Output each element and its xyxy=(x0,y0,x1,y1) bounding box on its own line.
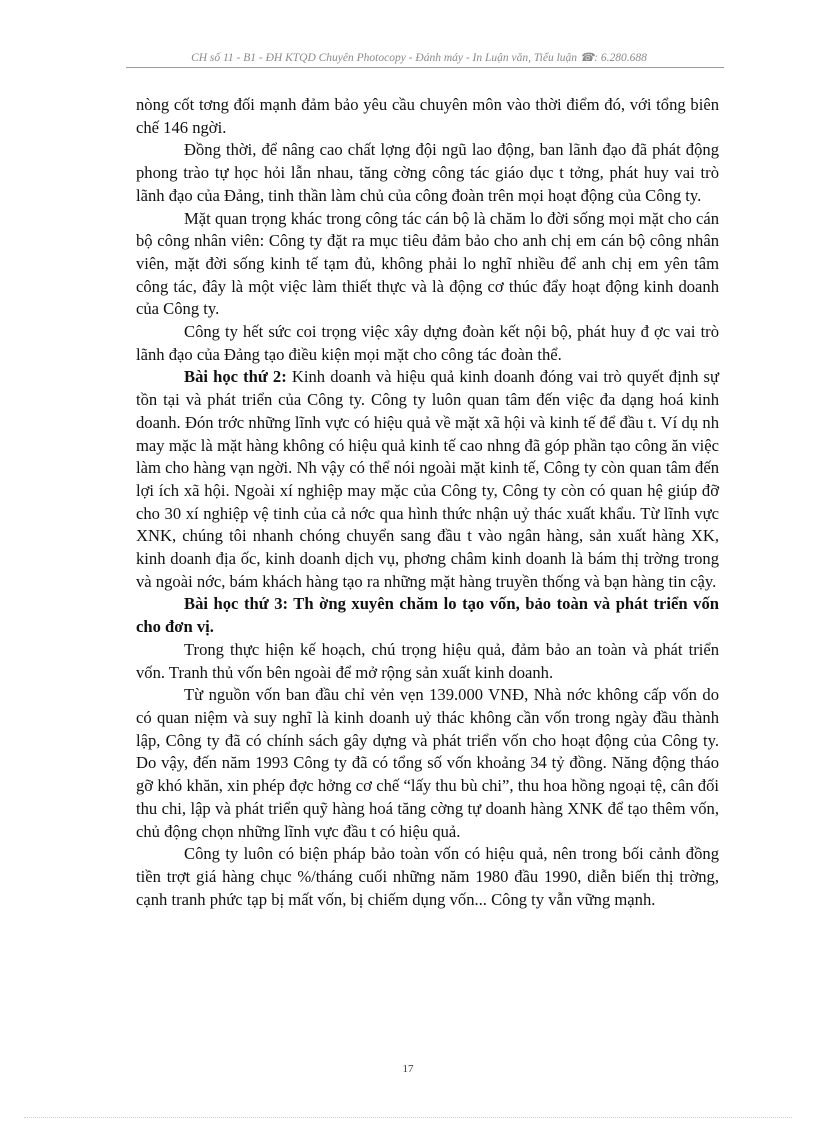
paragraph-4: Công ty hết sức coi trọng việc xây dựng đoàn kết nội bộ, phát huy đ ợc vai trò lãnh đạo của Đảng tạo điều kiện mọi mặt cho công tác đoàn thể. xyxy=(136,322,719,364)
footer-divider xyxy=(24,1117,792,1118)
paragraph-1: nòng cốt tơng đối mạnh đảm bảo yêu cầu chuyên môn vào thời điểm đó, với tổng biên chế 146 ngời. xyxy=(136,95,719,137)
lesson-2-text: Kinh doanh và hiệu quả kinh doanh đóng vai trò quyết định sự tồn tại và phát triển của Công ty. Công ty luôn quan tâm đến việc đa dạng hoá kinh doanh. Đón trớc những lĩnh vực có hiệu quả về mặt xã hội và kinh tế để đầu t. Ví dụ nh may mặc là mặt hàng không có hiệu quả kinh tế cao nhng đã góp phần tạo công ăn việc làm cho hàng vạn ngời. Nh vậy có thể nói ngoài mặt kinh tế, Công ty còn quan tâm đến lợi ích xã hội. Ngoài xí nghiệp may mặc của Công ty, Công ty còn có quan hệ giúp đỡ cho 30 xí nghiệp vệ tinh của cả nớc qua hình thức nhận uỷ thác xuất khẩu. Từ lĩnh vực XNK, chúng tôi nhanh chóng chuyển sang đầu t vào ngân hàng, sản xuất hàng XK, kinh doanh địa ốc, kinh doanh dịch vụ, phơng châm kinh doanh là bám thị trờng trong và ngoài nớc, bám khách hàng tạo ra những mặt hàng truyền thống và bạn hàng tin cậy. xyxy=(136,367,719,591)
paragraph-7: Từ nguồn vốn ban đầu chỉ vẻn vẹn 139.000 VNĐ, Nhà nớc không cấp vốn do có quan niệm và suy nghĩ là kinh doanh uỷ thác không cần vốn trong ngày đầu thành lập, Công ty đã có chính sách gây dựng và phát triển vốn cho hoạt động của Công ty. Do vậy, đến năm 1993 Công ty đã có tổng số vốn khoảng 34 tỷ đồng. Năng động tháo gỡ khó khăn, xin phép đợc hởng cơ chế “lấy thu bù chi”, thu hoa hồng ngoại tệ, cân đối thu chi, lập và phát triển quỹ hàng hoá tăng cờng tự doanh hàng XNK để tạo thêm vốn, chủ động chọn những lĩnh vực đầu t có hiệu quả. xyxy=(136,685,719,841)
header-rule xyxy=(126,67,724,68)
paragraph-2: Đồng thời, để nâng cao chất lợng đội ngũ lao động, ban lãnh đạo đã phát động phong trào tự học hỏi lẫn nhau, tăng cờng công tác giáo dục t tởng, phát huy vai trò lãnh đạo của Đảng, tinh thần làm chủ của công đoàn trên mọi hoạt động của Công ty. xyxy=(136,140,719,205)
paragraph-6: Trong thực hiện kế hoạch, chú trọng hiệu quả, đảm bảo an toàn và phát triển vốn. Tranh thủ vốn bên ngoài để mở rộng sản xuất kinh doanh. xyxy=(136,639,719,682)
lesson-3-heading: Bài học thứ 3: Th ờng xuyên chăm lo tạo vốn, bảo toàn và phát triển vốn cho đơn vị. xyxy=(136,594,719,637)
page-header: CH số 11 - B1 - ĐH KTQD Chuyên Photocopy - Đánh máy - In Luận văn, Tiểu luận ☎: 6.280.688 xyxy=(191,52,647,64)
paragraph-3: Mặt quan trọng khác trong công tác cán bộ là chăm lo đời sống mọi mặt cho cán bộ công nhân viên: Công ty đặt ra mục tiêu đảm bảo cho anh chị em cán bộ công nhân viên, mặt đời sống kinh tế tạm đủ, không phải lo nghĩ nhiều để anh chị em yên tâm công tác, đây là một việc làm thiết thực và là động cơ thúc đẩy hoạt động kinh doanh của Công ty. xyxy=(136,208,719,319)
lesson-2-heading: Bài học thứ 2: xyxy=(184,367,287,387)
paragraph-lesson-3-heading xyxy=(136,593,719,638)
paragraph-8: Công ty luôn có biện pháp bảo toàn vốn có hiệu quả, nên trong bối cảnh đồng tiền trợt giá hàng chục %/tháng cuối những năm 1980 đầu 1990, diễn biến thị trờng, cạnh tranh phức tạp bị mất vốn, bị chiếm dụng vốn... Công ty vẫn vững mạnh. xyxy=(136,844,719,909)
page-number: 17 xyxy=(402,1063,414,1075)
document-body xyxy=(136,94,719,911)
paragraph-lesson-2 xyxy=(136,366,719,593)
